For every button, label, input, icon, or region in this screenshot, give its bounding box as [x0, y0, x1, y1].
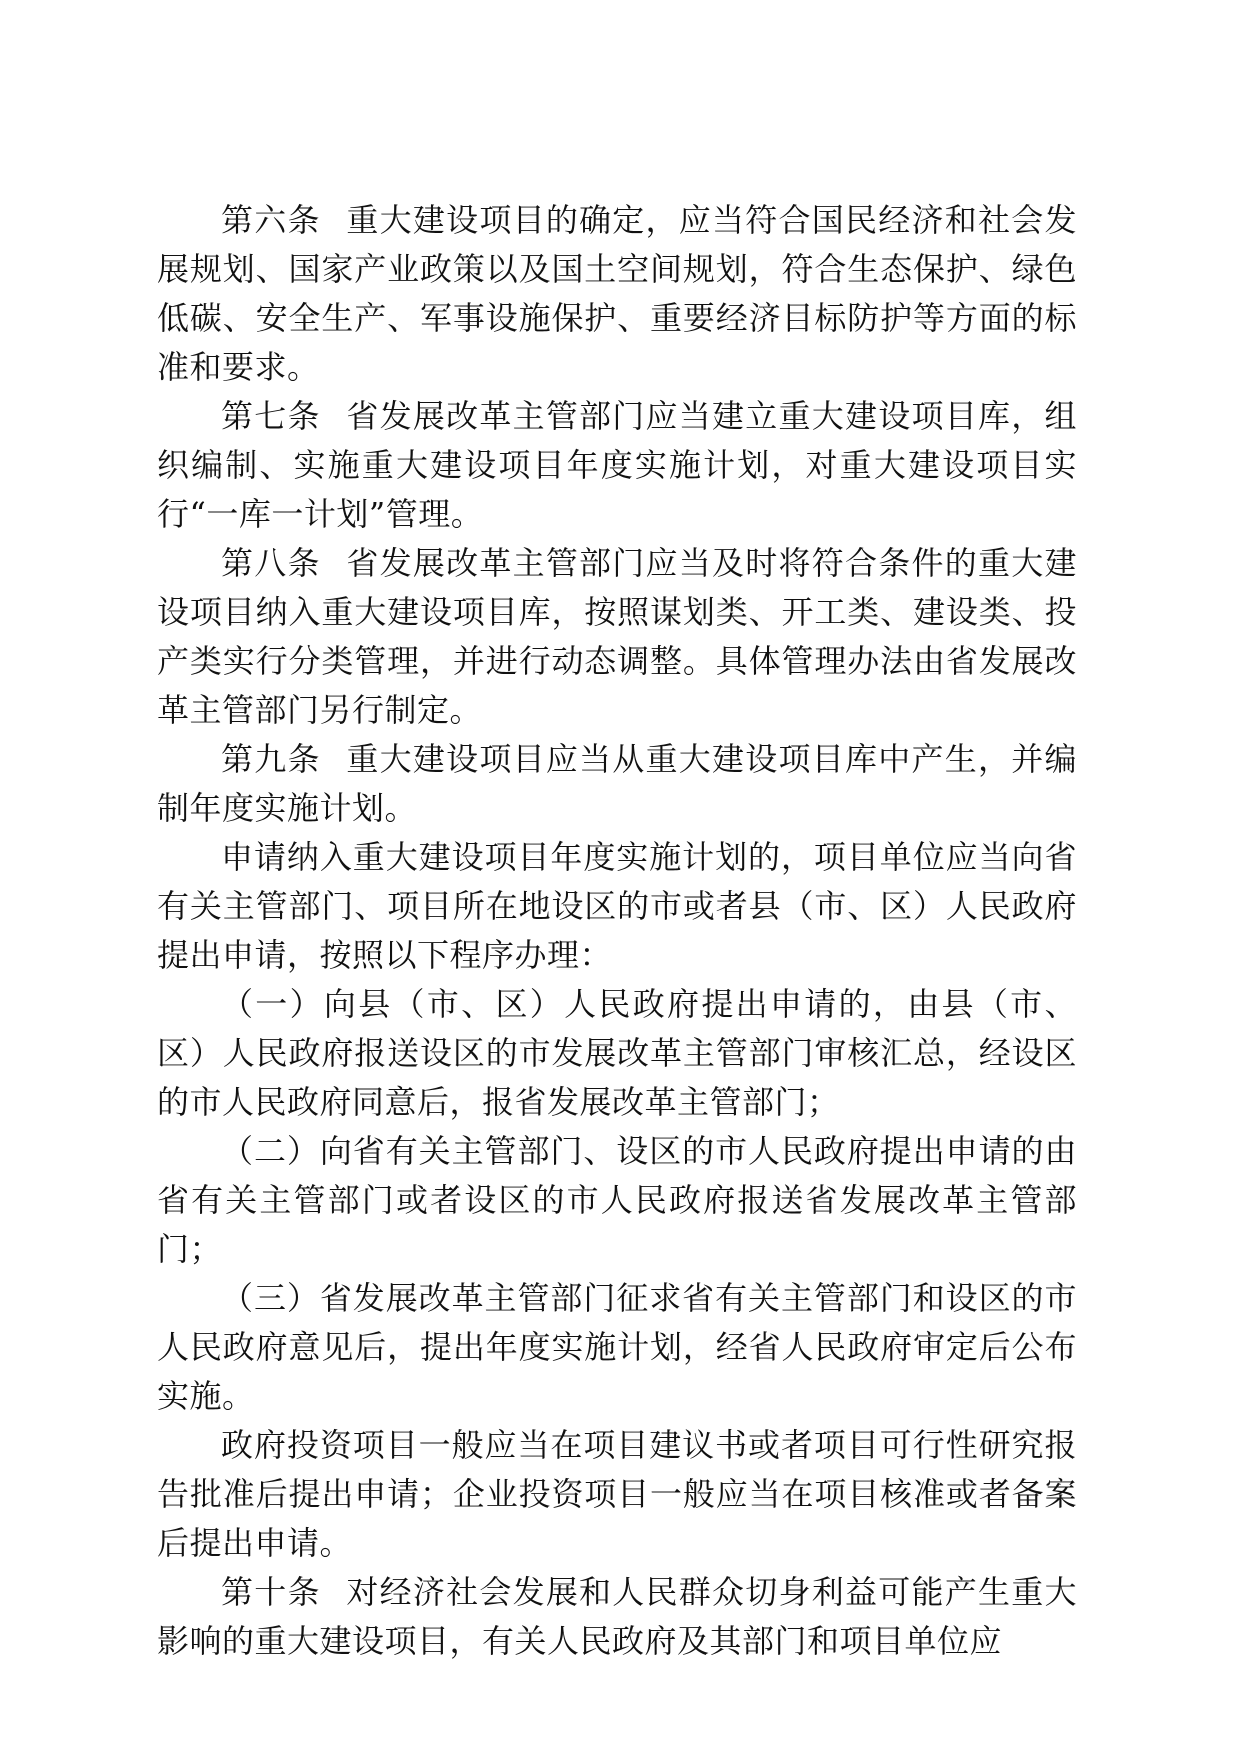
procedure-item-2 — [157, 1127, 1077, 1274]
article-number: 第八条 — [221, 544, 321, 582]
document-page — [157, 196, 1077, 1666]
paragraph-text: （二）向省有关主管部门、设区的市人民政府提出申请的由省有关主管部门或者设区的市人民政府报送省发展改革主管部门； — [157, 1132, 1077, 1268]
investment-paragraph — [157, 1421, 1077, 1568]
article-6-paragraph — [157, 196, 1077, 392]
paragraph-text: （一）向县（市、区）人民政府提出申请的，由县（市、区）人民政府报送设区的市发展改革主管部门审核汇总，经设区的市人民政府同意后，报省发展改革主管部门； — [157, 985, 1077, 1121]
article-text: 省发展改革主管部门应当及时将符合条件的重大建设项目纳入重大建设项目库，按照谋划类、开工类、建设类、投产类实行分类管理，并进行动态调整。具体管理办法由省发展改革主管部门另行制定。 — [157, 544, 1077, 729]
article-7-paragraph — [157, 392, 1077, 539]
article-9-paragraph — [157, 735, 1077, 833]
procedure-item-3 — [157, 1274, 1077, 1421]
paragraph-text: 政府投资项目一般应当在项目建议书或者项目可行性研究报告批准后提出申请；企业投资项目一般应当在项目核准或者备案后提出申请。 — [157, 1426, 1077, 1562]
procedure-item-1 — [157, 980, 1077, 1127]
article-text: 重大建设项目应当从重大建设项目库中产生，并编制年度实施计划。 — [157, 740, 1077, 827]
article-8-paragraph — [157, 539, 1077, 735]
article-text: 省发展改革主管部门应当建立重大建设项目库，组织编制、实施重大建设项目年度实施计划，对重大建设项目实行“一库一计划”管理。 — [157, 397, 1077, 533]
article-text: 重大建设项目的确定，应当符合国民经济和社会发展规划、国家产业政策以及国土空间规划，符合生态保护、绿色低碳、安全生产、军事设施保护、重要经济目标防护等方面的标准和要求。 — [157, 201, 1077, 386]
application-paragraph — [157, 833, 1077, 980]
article-number: 第十条 — [221, 1573, 321, 1611]
article-text: 对经济社会发展和人民群众切身利益可能产生重大影响的重大建设项目，有关人民政府及其部门和项目单位应 — [157, 1573, 1077, 1660]
paragraph-text: （三）省发展改革主管部门征求省有关主管部门和设区的市人民政府意见后，提出年度实施计划，经省人民政府审定后公布实施。 — [157, 1279, 1077, 1415]
paragraph-text: 申请纳入重大建设项目年度实施计划的，项目单位应当向省有关主管部门、项目所在地设区的市或者县（市、区）人民政府提出申请，按照以下程序办理： — [157, 838, 1077, 974]
article-10-paragraph — [157, 1568, 1077, 1666]
article-number: 第六条 — [221, 201, 321, 239]
article-number: 第七条 — [221, 397, 321, 435]
article-number: 第九条 — [221, 740, 321, 778]
